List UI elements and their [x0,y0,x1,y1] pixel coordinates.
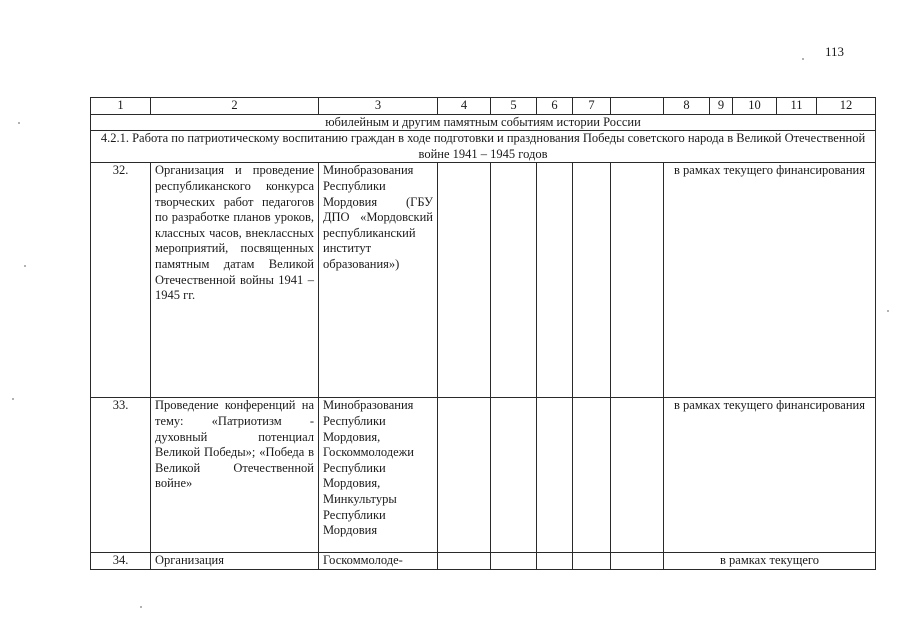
plan-table [90,97,876,570]
empty-cell [491,398,537,553]
empty-cell [611,163,664,398]
row-financing: в рамках текущего [664,553,876,570]
column-number-row [91,98,876,115]
column-number: 4 [438,98,491,115]
row-executor: Минобразования Республики Мордовия, Госкоммолодежи Республики Мордовия, Минкультуры Республики Мордовия [319,398,438,553]
row-event: Проведение конференций на тему: «Патриотизм - духовный потенциал Великой Победы»; «Победа в Великой Отечественной войне» [151,398,319,553]
empty-cell [573,163,611,398]
page-number: 113 [825,44,845,59]
empty-cell [438,398,491,553]
scan-speck [18,122,20,124]
empty-cell [573,398,611,553]
empty-cell [438,163,491,398]
column-number [611,98,664,115]
column-number: 11 [777,98,817,115]
column-number: 6 [537,98,573,115]
column-number: 3 [319,98,438,115]
scan-speck [140,606,142,608]
row-executor: Минобразования Республики Мордовия (ГБУ ДПО «Мордовский республиканский институт образования») [319,163,438,398]
empty-cell [491,163,537,398]
empty-cell [438,553,491,570]
table-row [91,553,876,570]
scan-speck [24,265,26,267]
scan-speck [802,58,804,60]
empty-cell [491,553,537,570]
empty-cell [537,163,573,398]
empty-cell [611,398,664,553]
column-number: 1 [91,98,151,115]
empty-cell [537,398,573,553]
column-number: 10 [733,98,777,115]
column-number: 9 [710,98,733,115]
row-event: Организация и проведение республиканского конкурса творческих работ педагогов по разработке планов уроков, классных часов, внеклассных мероприятий, посвященных памятным датам Великой Отечественной войны 1941 – 1945 гг. [151,163,319,398]
row-event: Организация [151,553,319,570]
empty-cell [611,553,664,570]
table-row [91,398,876,553]
column-number: 5 [491,98,537,115]
table-row [91,163,876,398]
row-financing: в рамках текущего финансирования [664,398,876,553]
section-title: юбилейным и другим памятным событиям истории России [91,114,876,131]
row-number: 32. [91,163,151,398]
empty-cell [537,553,573,570]
section-row [91,114,876,131]
row-financing: в рамках текущего финансирования [664,163,876,398]
row-number: 33. [91,398,151,553]
row-number: 34. [91,553,151,570]
row-executor: Госкоммолоде- [319,553,438,570]
column-number: 8 [664,98,710,115]
scan-speck [12,398,14,400]
subsection-title: 4.2.1. Работа по патриотическому воспитанию граждан в ходе подготовки и празднования Победы советского народа в Великой Отечественной войне 1941 – 1945 годов [91,131,876,163]
empty-cell [573,553,611,570]
subsection-row [91,131,876,163]
column-number: 7 [573,98,611,115]
column-number: 2 [151,98,319,115]
scan-speck [887,310,889,312]
column-number: 12 [817,98,876,115]
